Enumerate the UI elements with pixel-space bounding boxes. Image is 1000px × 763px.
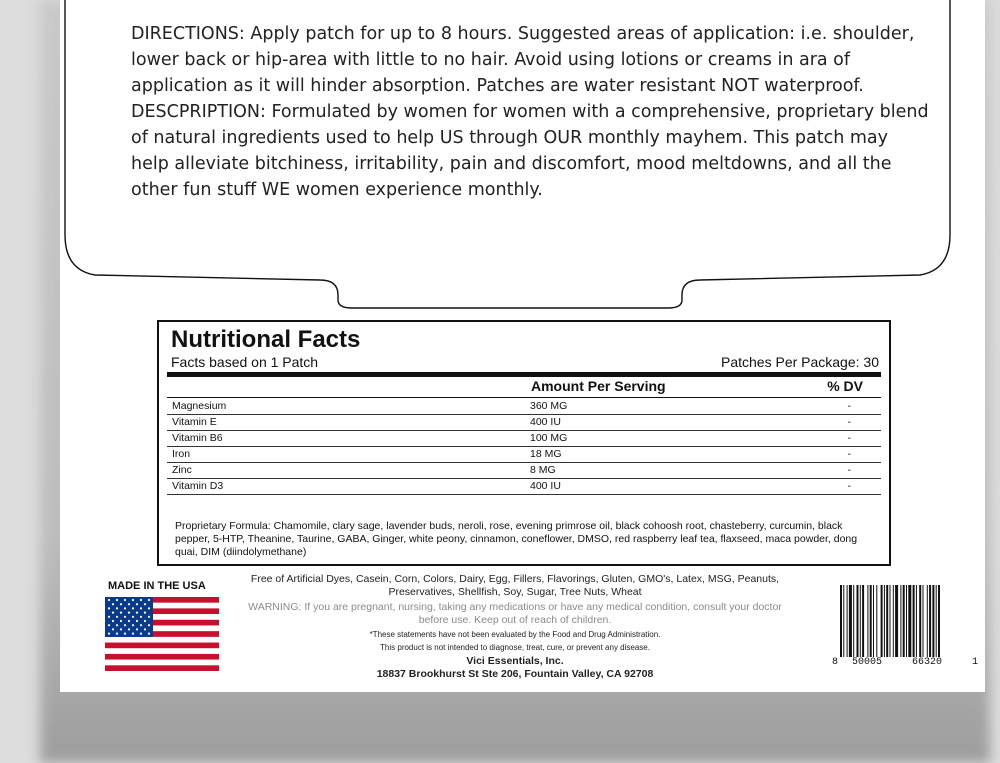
description-label: DESCPRIPTION bbox=[131, 102, 261, 122]
warning-text: WARNING: If you are pregnant, nursing, taking any medications or have any medical condition, consult your doctor before use. Keep out of reach of children. bbox=[248, 601, 782, 626]
company-name: Vici Essentials, Inc. bbox=[466, 655, 564, 667]
barcode bbox=[832, 585, 982, 671]
bottom-info bbox=[240, 573, 790, 681]
nutrient-amount: 8 MG bbox=[530, 464, 556, 476]
nutrient-row bbox=[167, 463, 881, 479]
directions-paragraph bbox=[131, 21, 931, 99]
nutrient-name: Magnesium bbox=[172, 400, 227, 412]
facts-thick-divider bbox=[167, 372, 881, 377]
description-body: : Formulated by women for women with a comprehensive, proprietary blend of natural ingredients used to help US through OUR monthly mayhem. This patch may help alleviate bitchiness, irritability, pain and discomfort, mood meltdowns, and all the other fun stuff WE women experience monthly. bbox=[131, 102, 929, 200]
nutrient-row bbox=[167, 479, 881, 495]
barcode-numbers bbox=[832, 657, 982, 671]
nutrient-dv: - bbox=[847, 464, 851, 476]
directions-panel bbox=[60, 0, 985, 310]
nutrient-name: Vitamin B6 bbox=[172, 432, 223, 444]
nutrient-dv: - bbox=[847, 400, 851, 412]
nutrient-amount: 100 MG bbox=[530, 432, 568, 444]
nutrient-amount: 400 IU bbox=[530, 480, 561, 492]
description-paragraph bbox=[131, 99, 931, 203]
us-flag-icon bbox=[105, 597, 219, 671]
free-of-text: Free of Artificial Dyes, Casein, Corn, Colors, Dairy, Egg, Fillers, Flavorings, Gluten, GMO's, Latex, MSG, Peanuts, Preservatives, Shellfish, Soy, Sugar, Tree Nuts, Wheat bbox=[250, 573, 780, 598]
nutrient-dv: - bbox=[847, 480, 851, 492]
nutrient-amount: 400 IU bbox=[530, 416, 561, 428]
nutrition-facts-panel bbox=[157, 320, 891, 566]
nutrient-name: Zinc bbox=[172, 464, 192, 476]
nutrient-dv: - bbox=[847, 448, 851, 460]
nutrient-amount: 360 MG bbox=[530, 400, 568, 412]
company-address: 18837 Brookhurst St Ste 206, Fountain Valley, CA 92708 bbox=[376, 668, 654, 680]
nutrient-name: Iron bbox=[172, 448, 191, 460]
barcode-bars bbox=[832, 585, 982, 657]
barcode-digit-check: 1 bbox=[972, 657, 979, 668]
barcode-group-left: 50005 bbox=[852, 657, 883, 668]
facts-based-on: Facts based on 1 Patch bbox=[171, 354, 319, 370]
proprietary-formula: Proprietary Formula: Chamomile, clary sage, lavender buds, neroli, rose, evening primrose oil, black cohoosh root, chasteberry, curcumin, black pepper, 5-HTP, Theanine, Taurine, GABA, Ginger, white peony, cinnamon, coneflower, DMSO, red raspberry leaf tea, flaxseed, maca powder, dong quai, DIM (diindolymethane) bbox=[175, 520, 858, 558]
fda-statement-1: *These statements have not been evaluated by the Food and Drug Administration. bbox=[369, 630, 661, 639]
nutrient-name: Vitamin D3 bbox=[172, 480, 224, 492]
nutrient-row bbox=[167, 431, 881, 447]
directions-label: DIRECTIONS bbox=[131, 24, 239, 44]
facts-title: Nutritional Facts bbox=[171, 326, 361, 353]
nutrient-row bbox=[167, 447, 881, 463]
header-divider bbox=[167, 397, 881, 398]
fda-statement-2: This product is not intended to diagnose, treat, cure, or prevent any disease. bbox=[380, 643, 650, 652]
patches-per-package: Patches Per Package: 30 bbox=[721, 354, 879, 370]
nutrient-dv: - bbox=[847, 416, 851, 428]
amount-header: Amount Per Serving bbox=[531, 378, 666, 394]
nutrient-row bbox=[167, 415, 881, 431]
nutrient-row bbox=[167, 399, 881, 415]
directions-text-block bbox=[131, 21, 931, 203]
directions-body: : Apply patch for up to 8 hours. Suggested areas of application: i.e. shoulder, lower back or hip-area with little to no hair. Avoid using lotions or creams in ara of application as it will hinder absorption. Patches are water resistant NOT waterproof. bbox=[131, 24, 915, 96]
nutrient-amount: 18 MG bbox=[530, 448, 562, 460]
nutrient-dv: - bbox=[847, 432, 851, 444]
barcode-group-right: 66320 bbox=[912, 657, 943, 668]
product-back-panel bbox=[60, 0, 985, 692]
made-in-usa-label: MADE IN THE USA bbox=[108, 580, 206, 592]
nutrient-name: Vitamin E bbox=[172, 416, 217, 428]
dv-header: % DV bbox=[827, 378, 863, 394]
nutrient-table bbox=[167, 399, 881, 495]
barcode-digit-lead: 8 bbox=[832, 657, 839, 668]
